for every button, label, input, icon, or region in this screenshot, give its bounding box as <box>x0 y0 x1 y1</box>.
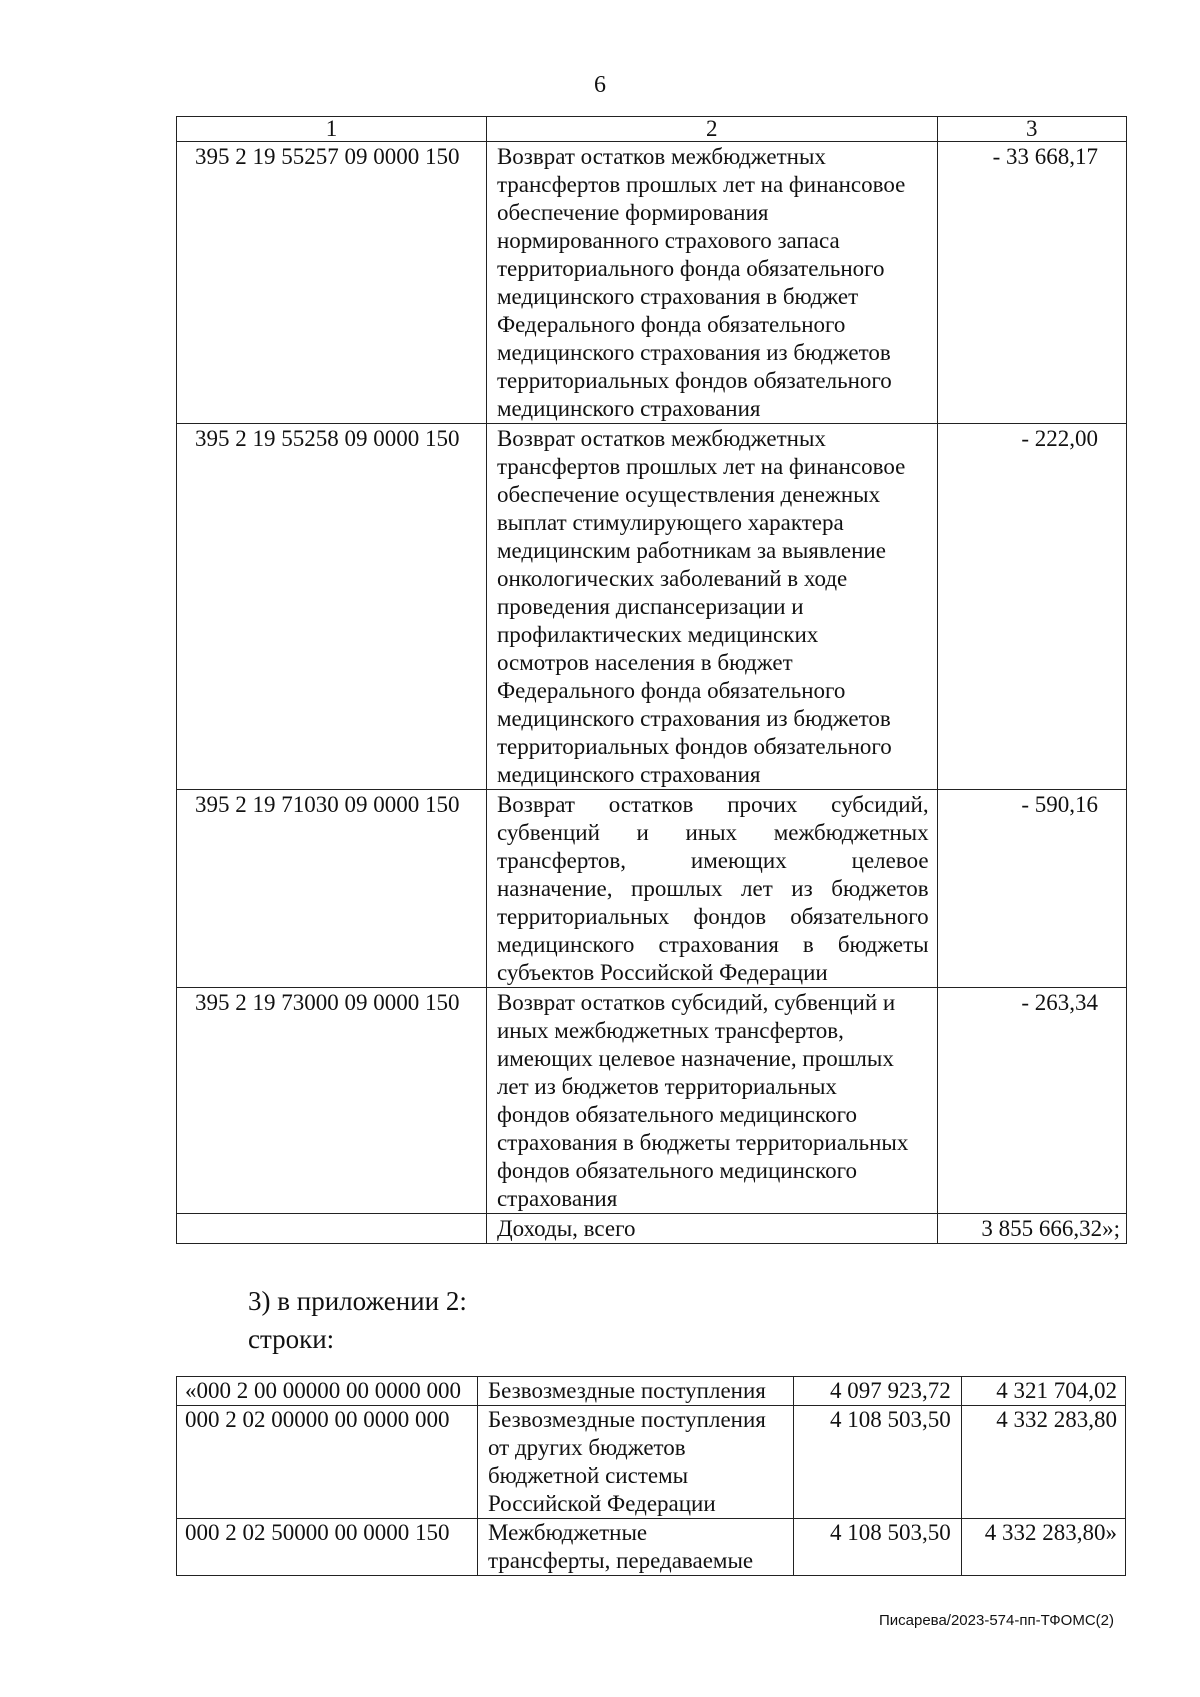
appendix-2-table <box>176 1376 1126 1576</box>
total-code <box>177 1214 487 1244</box>
row-description: Возврат остатков межбюджетных трансфертов прошлых лет на финансовое обеспечение формирования нормированного страхового запаса территориального фонда обязательного медицинского страхования в бюджет Федерального фонда обязательного медицинского страхования из бюджетов территориальных фондов обязательного медицинского страхования <box>496 144 906 421</box>
column-header-2: 2 <box>486 117 937 142</box>
row-value-1: 4 108 503,50 <box>793 1519 961 1576</box>
budget-code: 395 2 19 73000 09 0000 150 <box>177 988 487 1214</box>
total-amount: 3 855 666,32»; <box>937 1214 1126 1244</box>
row-name: Безвозмездные поступления <box>487 1378 766 1403</box>
table-row <box>177 424 1127 790</box>
budget-code: «000 2 00 00000 00 0000 000 <box>177 1377 478 1406</box>
table-row <box>177 1519 1126 1576</box>
row-description: Возврат остатков межбюджетных трансфертов прошлых лет на финансовое обеспечение осуществления денежных выплат стимулирующего характера медицинским работникам за выявление онкологических заболеваний в ходе проведения диспансеризации и профилактических медицинских осмотров населения в бюджет Федерального фонда обязательного медицинского страхования из бюджетов территориальных фондов обязательного медицинского страхования <box>496 426 906 787</box>
row-description-cell <box>486 142 937 424</box>
column-header-3: 3 <box>937 117 1126 142</box>
table-row <box>177 988 1127 1214</box>
intro-line-2: строки: <box>248 1324 335 1354</box>
row-description-cell <box>486 790 937 988</box>
row-value-2: 4 332 283,80 <box>961 1406 1125 1519</box>
row-description: Возврат остатков прочих субсидий, субвенций и иных межбюджетных трансфертов, имеющих целевое назначение, прошлых лет из бюджетов территориальных фондов обязательного медицинского страхования в бюджеты субъектов Российской Федерации <box>496 792 929 985</box>
total-label: Доходы, всего <box>486 1214 937 1244</box>
row-amount: - 33 668,17 <box>937 142 1126 424</box>
row-amount: - 222,00 <box>937 424 1126 790</box>
row-name-cell <box>477 1406 793 1519</box>
page-number: 6 <box>594 72 606 98</box>
row-value-2: 4 332 283,80» <box>961 1519 1125 1576</box>
row-value-1: 4 097 923,72 <box>793 1377 961 1406</box>
table-row <box>177 1406 1126 1519</box>
row-name-cell <box>477 1519 793 1576</box>
table-row <box>177 1377 1126 1406</box>
table-header-row <box>177 117 1127 142</box>
row-value-1: 4 108 503,50 <box>793 1406 961 1519</box>
document-footer-reference: Писарева/2023-574-пп-ТФОМС(2) <box>878 1612 1114 1629</box>
row-description-cell <box>486 988 937 1214</box>
column-header-1: 1 <box>177 117 487 142</box>
budget-code: 395 2 19 55257 09 0000 150 <box>177 142 487 424</box>
row-value-2: 4 321 704,02 <box>961 1377 1125 1406</box>
table-row <box>177 142 1127 424</box>
budget-code: 395 2 19 55258 09 0000 150 <box>177 424 487 790</box>
budget-code: 395 2 19 71030 09 0000 150 <box>177 790 487 988</box>
amendment-intro <box>248 1282 467 1358</box>
row-amount: - 263,34 <box>937 988 1126 1214</box>
row-name-cell <box>477 1377 793 1406</box>
row-name: Межбюджетные трансферты, передаваемые <box>487 1520 754 1573</box>
row-description-cell <box>486 424 937 790</box>
budget-code: 000 2 02 00000 00 0000 000 <box>177 1406 478 1519</box>
total-row <box>177 1214 1127 1244</box>
budget-code: 000 2 02 50000 00 0000 150 <box>177 1519 478 1576</box>
row-name: Безвозмездные поступления от других бюджетов бюджетной системы Российской Федерации <box>487 1407 766 1516</box>
row-description: Возврат остатков субсидий, субвенций и иных межбюджетных трансфертов, имеющих целевое назначение, прошлых лет из бюджетов территориальных фондов обязательного медицинского страхования в бюджеты территориальных фондов обязательного медицинского страхования <box>496 990 909 1211</box>
revenue-table <box>176 116 1127 1244</box>
row-amount: - 590,16 <box>937 790 1126 988</box>
intro-line-1: 3) в приложении 2: <box>248 1286 467 1316</box>
table-row <box>177 790 1127 988</box>
